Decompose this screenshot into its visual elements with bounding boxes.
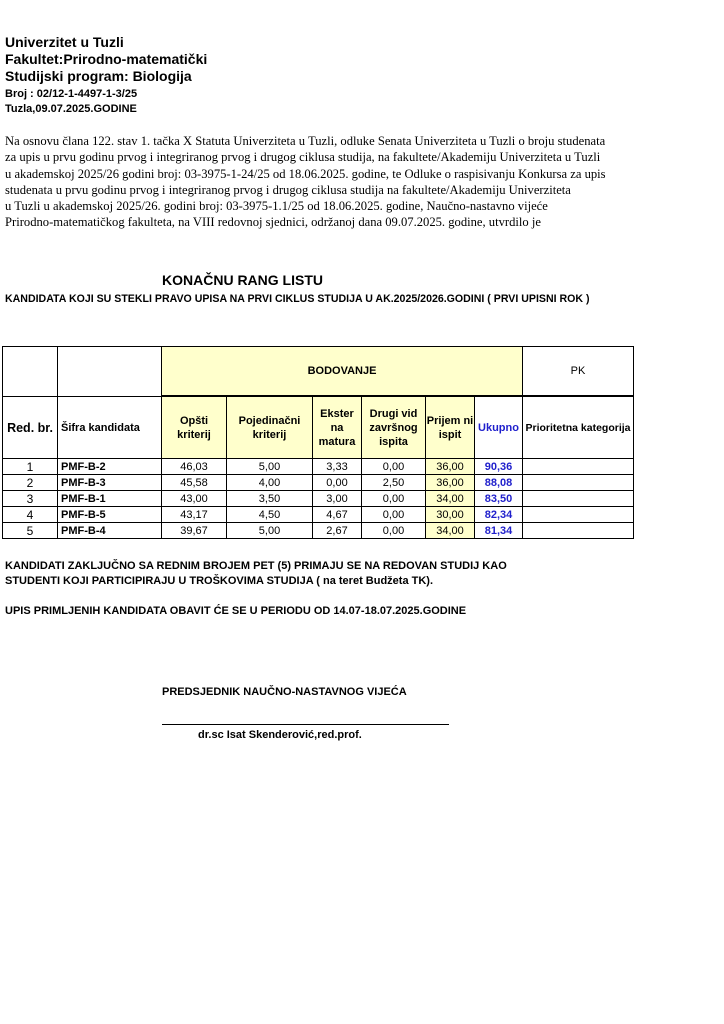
row-code: PMF-B-4	[58, 523, 162, 539]
row-code: PMF-B-2	[58, 459, 162, 475]
admission-note-line-2: STUDENTI KOJI PARTICIPIRAJU U TROŠKOVIMA STUDIJA ( na teret Budžeta TK).	[5, 575, 434, 587]
row-total: 82,34	[475, 507, 523, 523]
row-entrance: 34,00	[426, 523, 475, 539]
row-total: 83,50	[475, 491, 523, 507]
ranking-table	[2, 346, 634, 539]
table-row	[3, 475, 634, 491]
row-general: 43,00	[162, 491, 227, 507]
row-other: 0,00	[362, 491, 426, 507]
row-external: 2,67	[313, 523, 362, 539]
row-individual: 5,00	[227, 523, 313, 539]
row-priority	[523, 523, 634, 539]
col-header-entrance: Prijem ni ispit	[426, 397, 475, 459]
scoring-group-header: BODOVANJE	[162, 347, 523, 396]
signature-name: dr.sc Isat Skenderović,red.prof.	[198, 729, 362, 741]
place-date: Tuzla,09.07.2025.GODINE	[5, 103, 137, 115]
intro-line: Prirodno-matematičkog fakulteta, na VIII redovnoj sjednici, održanoj dana 09.07.2025. godine, utvrdilo je	[5, 215, 541, 230]
row-other: 0,00	[362, 523, 426, 539]
row-external: 0,00	[313, 475, 362, 491]
row-total: 88,08	[475, 475, 523, 491]
row-total: 81,34	[475, 523, 523, 539]
row-general: 45,58	[162, 475, 227, 491]
intro-line: studenata u prvu godinu prvog i integriranog prvog i drugog ciklusa studija na fakultete/Akademiju Univerziteta	[5, 182, 571, 197]
row-code: PMF-B-1	[58, 491, 162, 507]
row-rank: 5	[3, 523, 58, 539]
intro-line: Na osnovu člana 122. stav 1. tačka X Statuta Univerziteta u Tuzli, odluke Senata Univerziteta u Tuzli o broju studenata	[5, 134, 606, 148]
row-individual: 4,00	[227, 475, 313, 491]
faculty-name: Fakultet:Prirodno-matematički	[5, 51, 208, 67]
row-other: 2,50	[362, 475, 426, 491]
table-row	[3, 491, 634, 507]
intro-line: u Tuzli u akademskoj 2025/26. godini broj: 03-3975-1.1/25 od 18.06.2025. godine, Naučno-nastavno vijeće	[5, 199, 548, 214]
row-general: 46,03	[162, 459, 227, 475]
col-header-priority: Prioritetna kategorija	[523, 397, 634, 459]
admission-note-line-1: KANDIDATI ZAKLJUČNO SA REDNIM BROJEM PET (5) PRIMAJU SE NA REDOVAN STUDIJ KAO	[5, 560, 507, 572]
row-rank: 3	[3, 491, 58, 507]
row-entrance: 34,00	[426, 491, 475, 507]
row-individual: 3,50	[227, 491, 313, 507]
row-priority	[523, 491, 634, 507]
study-program: Studijski program: Biologija	[5, 68, 192, 84]
row-general: 43,17	[162, 507, 227, 523]
col-header-rank: Red. br.	[3, 397, 58, 459]
row-individual: 5,00	[227, 459, 313, 475]
signature-line	[162, 724, 449, 725]
row-other: 0,00	[362, 507, 426, 523]
table-row	[3, 507, 634, 523]
intro-paragraph	[5, 133, 695, 231]
intro-line: u akademskoj 2025/26 godini broj: 03-3975-1-24/25 od 18.06.2025. godine, te Odluke o raspisivanju Konkursa za upis	[5, 166, 606, 181]
row-code: PMF-B-5	[58, 507, 162, 523]
col-header-individual: Pojedinačni kriterij	[227, 397, 313, 459]
row-rank: 4	[3, 507, 58, 523]
table-row	[3, 523, 634, 539]
document-subtitle: KANDIDATA KOJI SU STEKLI PRAVO UPISA NA PRVI CIKLUS STUDIJA U AK.2025/2026.GODINI ( PRVI UPISNI ROK )	[5, 293, 590, 305]
row-code: PMF-B-3	[58, 475, 162, 491]
row-external: 3,00	[313, 491, 362, 507]
table-row	[3, 459, 634, 475]
empty-top-left	[3, 347, 58, 397]
pk-header: PK	[523, 347, 634, 396]
row-external: 3,33	[313, 459, 362, 475]
document-number: Broj : 02/12-1-4497-1-3/25	[5, 88, 138, 100]
enrollment-period-note: UPIS PRIMLJENIH KANDIDATA OBAVIT ĆE SE U PERIODU OD 14.07-18.07.2025.GODINE	[5, 605, 467, 617]
signature-role: PREDSJEDNIK NAUČNO-NASTAVNOG VIJEĆA	[162, 686, 407, 698]
col-header-general: Opšti kriterij	[162, 397, 227, 459]
row-entrance: 36,00	[426, 475, 475, 491]
row-priority	[523, 475, 634, 491]
row-other: 0,00	[362, 459, 426, 475]
document-title: KONAČNU RANG LISTU	[162, 272, 323, 288]
col-header-code: Šifra kandidata	[58, 397, 162, 459]
row-priority	[523, 459, 634, 475]
row-rank: 2	[3, 475, 58, 491]
row-external: 4,67	[313, 507, 362, 523]
row-individual: 4,50	[227, 507, 313, 523]
col-header-external: Ekster na matura	[313, 397, 362, 459]
row-entrance: 30,00	[426, 507, 475, 523]
row-entrance: 36,00	[426, 459, 475, 475]
intro-line: za upis u prvu godinu prvog i integriranog prvog i drugog ciklusa studija, na fakultete/Akademiju Univerziteta u Tuzli	[5, 150, 601, 165]
row-priority	[523, 507, 634, 523]
university-name: Univerzitet u Tuzli	[5, 34, 124, 50]
empty-top-code	[58, 347, 162, 397]
col-header-other: Drugi vid završnog ispita	[362, 397, 426, 459]
col-header-total: Ukupno	[475, 397, 523, 459]
row-rank: 1	[3, 459, 58, 475]
row-general: 39,67	[162, 523, 227, 539]
row-total: 90,36	[475, 459, 523, 475]
